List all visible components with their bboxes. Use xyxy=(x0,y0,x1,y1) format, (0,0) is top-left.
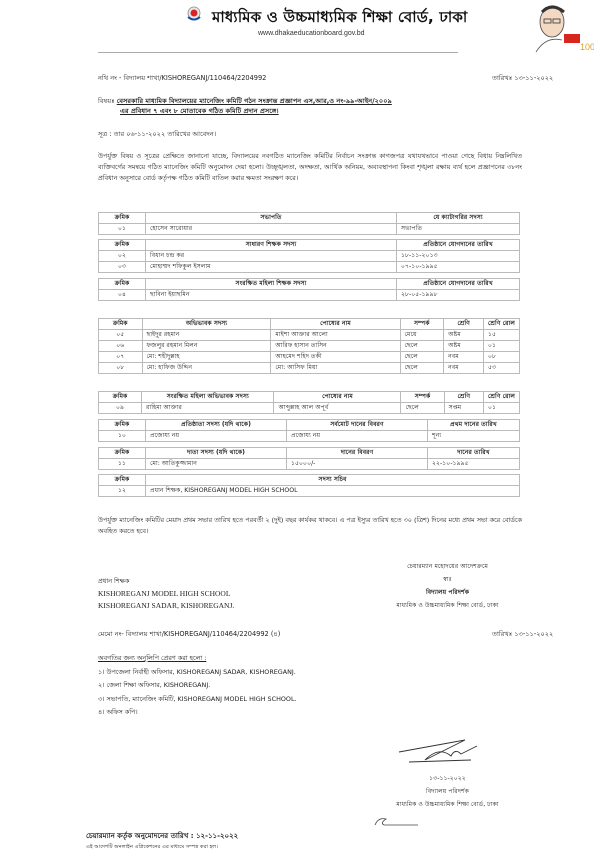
col-member-secretary: সদস্য সচিব xyxy=(146,475,520,486)
col-serial: ক্রমিক xyxy=(99,420,146,431)
table-row xyxy=(99,262,520,273)
cell: ১৫ xyxy=(484,330,520,341)
cell: মো: শহীদুল্লাহ xyxy=(142,352,271,363)
cell: প্রধান শিক্ষক, KISHOREGANJ MODEL HIGH SCHOOL xyxy=(146,486,520,497)
cell: নবম xyxy=(444,363,484,374)
signed-date: ১৩-১১-২০২২ xyxy=(429,775,466,782)
signatory-designation: বিদ্যালয় পরিদর্শক xyxy=(425,589,470,596)
body-paragraph: উপর্যুক্ত বিষয় ও সূত্রের প্রেক্ষিতে জানানো যাচ্ছে, বিদ্যালয়ের নবগঠিত ম্যানেজিং কমিটির নির্বাচন সংক্রান্ত কাগজপত্র যথাযথভাবে পাওয়া গেছে বিধায় নিম্নলিখিত ব্যক্তিবর্গের সমন্বয়ে গঠিত ম্যানেজিং কমিটি অনুমোদন দেয়া হলো। উচ্ছৃঙ্খলতা, অদক্ষতা, আর্থিক অনিয়ম, অব্যবস্থাপনা কিংবা শৃঙ্খলা রক্ষায় ব্যর্থ হলে প্রজ্ঞাপনের ৩৮নং প্রবিধান অনুসারে বোর্ড কর্তৃপক্ষ গঠিত কমিটি বাতিল করার ক্ষমতা সংরক্ষণ করে। xyxy=(98,152,522,182)
cell: ৫৩ xyxy=(484,363,520,374)
cell: ০২ xyxy=(99,251,146,262)
copy-list xyxy=(98,652,297,720)
recipient-title: প্রধান শিক্ষক xyxy=(98,577,130,585)
copy-item: ৪। অফিস কপি। xyxy=(98,708,138,716)
col-total-donation: সর্বমোট দানের বিবরণ xyxy=(287,420,428,431)
memo-number: নথি নং - বিদ্যালয় শাখা/KISHOREGANJ/110464/2204992 xyxy=(98,74,267,82)
col-donation-details: দানের বিবরণ xyxy=(287,448,428,459)
cell: ১১ xyxy=(99,459,146,470)
col-guardian: অভিভাবক সদস্য xyxy=(142,319,271,330)
founder-table xyxy=(98,419,520,442)
col-founder: প্রতিষ্ঠাতা সদস্য (যদি থাকে) xyxy=(146,420,287,431)
cell: অষ্টম xyxy=(444,341,484,352)
cell: ১০ xyxy=(99,431,146,442)
col-donor: দাতা সদস্য (যদি থাকে) xyxy=(146,448,287,459)
online-note: এই আদেশটি অনলাইন এপ্লিকেশনের এর মাধ্যমে সম্পন্ন করা হল। xyxy=(86,844,219,850)
table-row xyxy=(99,290,520,301)
signatory-block-top xyxy=(360,560,535,612)
cell: ছেলে xyxy=(400,341,444,352)
cell: ০৭ xyxy=(99,352,143,363)
cell: ছেলে xyxy=(400,352,444,363)
cell: ১৫০০০/- xyxy=(287,459,428,470)
signed-mark: স্বাঃ xyxy=(443,576,452,583)
col-relation: সম্পর্ক xyxy=(401,392,444,403)
guardian-table xyxy=(98,318,520,374)
table-row xyxy=(99,341,520,352)
cell: ১২ xyxy=(99,486,146,497)
cell: আহমেদ শহিদ তকী xyxy=(271,352,400,363)
col-serial: ক্রমিক xyxy=(99,279,146,290)
copy-item: ২। জেলা শিক্ষা অফিসার, KISHOREGANJ. xyxy=(98,681,211,689)
reference-source: সূত্র : তার ০৬-১১-২০২২ তারিখের আবেদন। xyxy=(98,130,217,138)
table-row xyxy=(99,352,520,363)
cell: ০৯ xyxy=(99,403,142,414)
cell: আরিফ হাসান তাসিন xyxy=(271,341,400,352)
board-name: মাধ্যমিক ও উচ্চমাধ্যমিক শিক্ষা বোর্ড, ঢাকা xyxy=(212,8,468,26)
cell: ছেলে xyxy=(400,363,444,374)
col-donation-date: দানের তারিখ xyxy=(428,448,520,459)
signatory-designation: বিদ্যালয় পরিদর্শক xyxy=(426,788,469,795)
cell: ফজলুর রহমান মিলন xyxy=(142,341,271,352)
col-guardian: সংরক্ষিত মহিলা অভিভাবক সদস্য xyxy=(142,392,274,403)
signatory-office: মাধ্যমিক ও উচ্চমাধ্যমিক শিক্ষা বোর্ড, ঢাকা xyxy=(396,602,499,609)
subject-line-1: বেসরকারি মাধ্যমিক বিদ্যালয়ের ম্যানেজিং কমিটি গঠন সংক্রান্ত প্রজ্ঞাপন এস,আর,ও নং-৯৯-আইন/২০০৯ xyxy=(116,97,392,105)
cell: ছাইদুর রহমান xyxy=(142,330,271,341)
table-row xyxy=(99,251,520,262)
memo2-date: তারিখঃ ১৩-১১-২০২২ xyxy=(492,630,554,638)
memo2-number: মেমো নং- বিদ্যালয় শাখা/KISHOREGANJ/110464/2204992 (৪) xyxy=(98,630,281,638)
col-first-donation-date: প্রথম দানের তারিখ xyxy=(428,420,520,431)
col-joining-date: প্রতিষ্ঠানে যোগদানের তারিখ xyxy=(397,240,520,251)
cell: মাইশা আক্তার আলো xyxy=(271,330,400,341)
cell: ১৮-১১-২০১৩ xyxy=(397,251,520,262)
cell: ০৫ xyxy=(99,330,143,341)
col-relation: সম্পর্ক xyxy=(400,319,444,330)
subject-line-2: এর প্রবিধান ৭ এবং ৮ মোতাবেক গঠিত কমিটি প্রদান প্রসঙ্গে। xyxy=(120,107,279,115)
table-row xyxy=(99,431,520,442)
recipient-school: KISHOREGANJ MODEL HIGH SCHOOL xyxy=(98,589,231,598)
table-row xyxy=(99,363,520,374)
cell: ছেলে xyxy=(401,403,444,414)
cell: প্রজোয্য নয় xyxy=(146,431,287,442)
svg-text:100: 100 xyxy=(580,42,594,52)
col-teacher: সংরক্ষিত মহিলা শিক্ষক সদস্য xyxy=(146,279,397,290)
table-row xyxy=(99,486,520,497)
cell: মো: আতিকুজ্জামান xyxy=(146,459,287,470)
cell: ০৮ xyxy=(484,352,520,363)
col-president: সভাপতি xyxy=(146,213,397,224)
board-website: www.dhakaeducationboard.gov.bd xyxy=(258,30,365,37)
header-divider xyxy=(98,52,458,53)
col-teacher: সাধারণ শিক্ষক সদস্য xyxy=(146,240,397,251)
col-serial: ক্রমিক xyxy=(99,240,146,251)
mujib-borsho-badge-icon xyxy=(522,2,594,54)
col-serial: ক্রমিক xyxy=(99,448,146,459)
table-row xyxy=(99,224,520,235)
cell: সপ্তম xyxy=(444,403,483,414)
member-secretary-table xyxy=(98,474,520,497)
cell: বিধান চন্দ্র কর xyxy=(146,251,397,262)
col-class: শ্রেণি xyxy=(444,319,484,330)
initial-signature-icon xyxy=(372,815,422,829)
reserved-female-guardian-table xyxy=(98,391,520,414)
table-row xyxy=(99,459,520,470)
general-teacher-table xyxy=(98,239,520,273)
cell: সভাপতি xyxy=(397,224,520,235)
president-table xyxy=(98,212,520,235)
col-serial: ক্রমিক xyxy=(99,319,143,330)
signatory-block-bottom xyxy=(360,772,535,811)
table-row xyxy=(99,403,520,414)
cell: ০১ xyxy=(484,403,520,414)
tenure-paragraph: উপর্যুক্ত ম্যানেজিং কমিটির মেয়াদ প্রথম সভার তারিখ হতে পরবর্তী ২ (দুই) বছর কার্যকর থাকবে। এ পত্র ইস্যুর তারিখ হতে ৩০ (ত্রিশ) দিনের মধ্যে প্রথম সভা করে বোর্ডকে অবহিত করতে হবে। xyxy=(98,516,522,535)
cell: মো: হাফিজ উদ্দিন xyxy=(142,363,271,374)
col-serial: ক্রমিক xyxy=(99,475,146,486)
cell: ০১ xyxy=(99,224,146,235)
board-emblem-icon xyxy=(186,6,202,22)
table-row xyxy=(99,330,520,341)
cell: ০৭-১০-১৯৯৫ xyxy=(397,262,520,273)
recipient-address: KISHOREGANJ SADAR, KISHOREGANJ. xyxy=(98,601,235,610)
cell: ০৪ xyxy=(99,290,146,301)
cell: ০১ xyxy=(484,341,520,352)
cell: শূন্য xyxy=(428,431,520,442)
approval-date: চেয়ারম্যান কর্তৃক অনুমোদনের তারিখ : ১২-১১-২০২২ xyxy=(86,832,239,840)
col-serial: ক্রমিক xyxy=(99,392,142,403)
cell: নবম xyxy=(444,352,484,363)
col-category: যে ক্যাটাগরির সদস্য xyxy=(397,213,520,224)
subject-label: বিষয়ঃ xyxy=(98,97,115,105)
col-ward-name: পোষ্যের নাম xyxy=(274,392,401,403)
cell: ০৬ xyxy=(99,341,143,352)
copy-item: ১। উপজেলা নির্বাহী অফিসার, KISHOREGANJ SADAR, KISHOREGANJ. xyxy=(98,667,296,676)
signatory-office: মাধ্যমিক ও উচ্চমাধ্যমিক শিক্ষা বোর্ড, ঢাকা xyxy=(396,801,499,808)
cell: অষ্টম xyxy=(444,330,484,341)
cell: মোহাম্মদ শফিকুল ইসলাম xyxy=(146,262,397,273)
cell: ছাবিনা ইয়াছমিন xyxy=(146,290,397,301)
copy-list-heading: অবগতির জন্য অনুলিপি প্রেরণ করা হলো : xyxy=(98,654,207,662)
cell: প্রজোয্য নয় xyxy=(287,431,428,442)
col-ward-name: পোষ্যের নাম xyxy=(271,319,400,330)
cell: ২৮-০৫-১৯৯৮ xyxy=(397,290,520,301)
cell: মেয়ে xyxy=(400,330,444,341)
donor-table xyxy=(98,447,520,470)
col-class: শ্রেণি xyxy=(444,392,483,403)
cell: রাহিমা আক্তার xyxy=(142,403,274,414)
cell: ০৮ xyxy=(99,363,143,374)
cell: ২২-১০-১৯৯৫ xyxy=(428,459,520,470)
col-serial: ক্রমিক xyxy=(99,213,146,224)
subject-block xyxy=(98,96,392,116)
col-roll: শ্রেণি রোল xyxy=(484,319,520,330)
col-roll: শ্রেণি রোল xyxy=(484,392,520,403)
reserved-female-teacher-table xyxy=(98,278,520,301)
cell: হোসেন সারোয়ার xyxy=(146,224,397,235)
order-line: চেয়ারম্যান মহোদয়ের আদেশক্রমে xyxy=(407,563,488,570)
col-joining-date: প্রতিষ্ঠানে যোগদানের তারিখ xyxy=(397,279,520,290)
copy-item: ৩। সভাপতি, ম্যানেজিং কমিটি, KISHOREGANJ MODEL HIGH SCHOOL. xyxy=(98,694,297,703)
cell: আব্দুল্লাহ আল অপূর্ব xyxy=(274,403,401,414)
memo-date: তারিখঃ ১৩-১১-২০২২ xyxy=(492,74,554,82)
cell: মো: আসিফ মিয়া xyxy=(271,363,400,374)
cell: ০৩ xyxy=(99,262,146,273)
signature-icon xyxy=(395,734,485,768)
